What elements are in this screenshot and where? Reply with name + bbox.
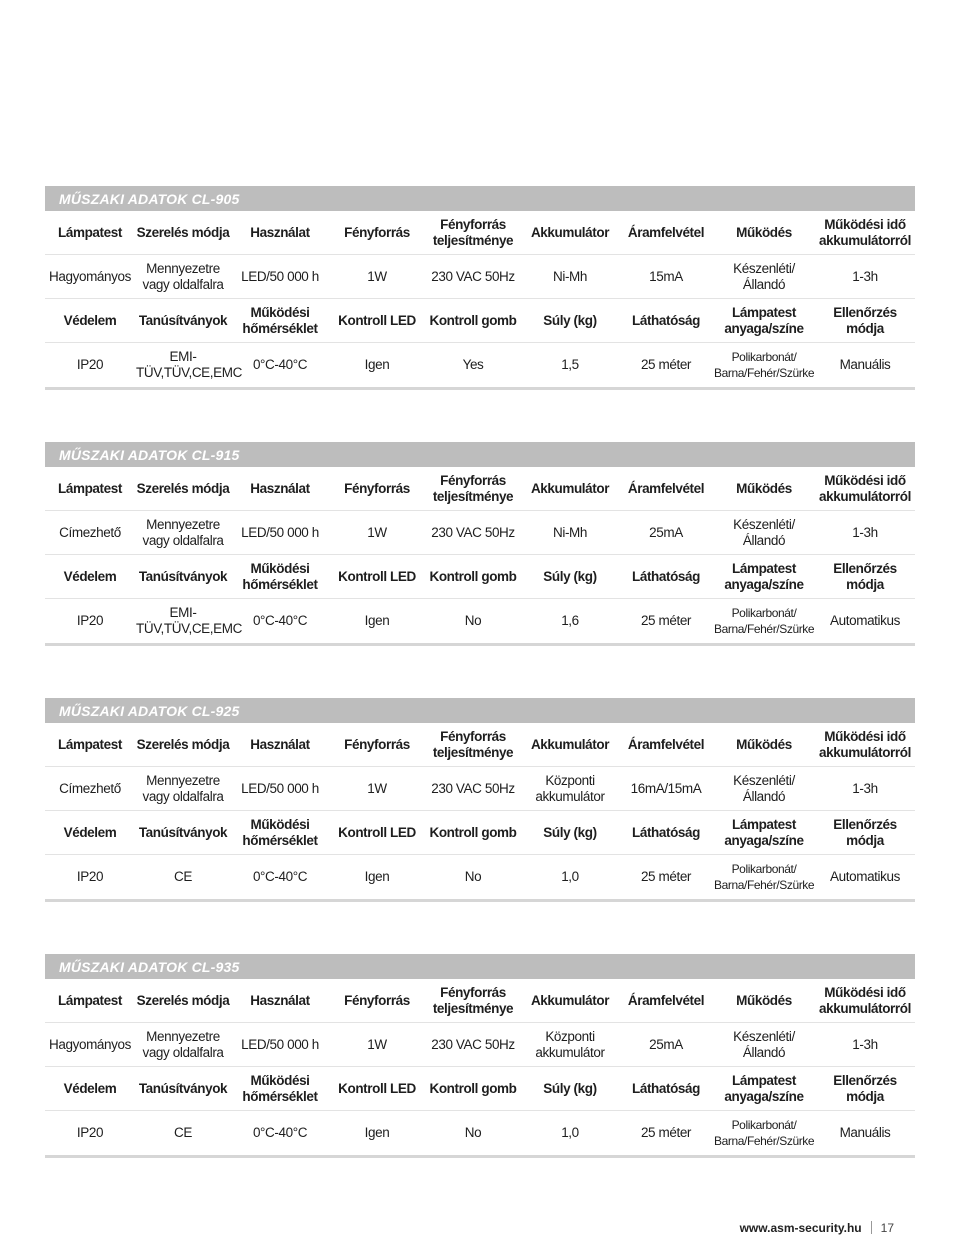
spec-value-cell: 230 VAC 50Hz [431,780,515,796]
spec-value-row [45,767,915,811]
spec-label-cell: Súly (kg) [543,312,597,328]
spec-value-cell: Automatikus [830,869,900,884]
spec-label-cell: Működés [736,224,792,240]
spec-value-cell: CE [174,1125,192,1140]
spec-label-cell: Működési idő akkumulátorról [819,472,911,504]
spec-label-cell: Működés [736,736,792,752]
spec-label-cell: Védelem [63,1080,117,1096]
spec-value-cell: 0°C-40°C [252,613,308,628]
spec-value-cell: 25mA [649,1036,683,1052]
spec-label-cell: Használat [250,992,310,1008]
spec-value-cell: 25 méter [640,357,692,372]
footer-website[interactable]: www.asm-security.hu [739,1221,862,1235]
spec-label-row [45,1067,915,1111]
spec-label-cell: Áramfelvétel [627,992,705,1008]
spec-value-cell: 0°C-40°C [252,357,308,372]
spec-label-cell: Tanúsítványok [138,824,228,840]
spec-value-cell: EMI- TÜV,TÜV,CE,EMC [136,605,242,636]
spec-label-cell: Ellenőrzés módja [833,304,897,336]
spec-value-cell: 1-3h [852,780,878,796]
spec-value-cell: 1W [367,524,387,540]
spec-value-cell: Mennyezetre vagy oldalfalra [142,516,224,548]
spec-value-cell: Központi akkumulátor [535,1028,605,1060]
spec-label-cell: Súly (kg) [543,1080,597,1096]
spec-value-cell: IP20 [76,613,104,628]
spec-label-cell: Áramfelvétel [627,224,705,240]
spec-label-cell: Kontroll gomb [429,1080,517,1096]
spec-value-cell: 15mA [649,268,683,284]
spec-label-cell: Működési hőmérséklet [242,560,318,592]
spec-label-cell: Akkumulátor [530,480,610,496]
spec-value-row [45,855,915,902]
spec-label-cell: Kontroll LED [338,312,416,328]
spec-value-row [45,1111,915,1158]
spec-label-cell: Működés [736,992,792,1008]
spec-value-cell: 1,0 [561,1125,579,1140]
spec-value-cell: 1-3h [852,268,878,284]
spec-table-title: MŰSZAKI ADATOK CL-915 [45,442,915,467]
spec-value-cell: Polikarbonát/ Barna/Fehér/Szürke [714,350,815,380]
spec-label-cell: Ellenőrzés módja [833,560,897,592]
spec-value-cell: Igen [364,613,390,628]
spec-label-cell: Lámpatest anyaga/színe [724,1072,804,1104]
spec-value-row [45,1023,915,1067]
spec-value-cell: 230 VAC 50Hz [431,524,515,540]
spec-label-cell: Kontroll LED [338,1080,416,1096]
spec-label-cell: Lámpatest anyaga/színe [724,560,804,592]
spec-label-cell: Használat [250,736,310,752]
spec-value-cell: Yes [462,357,484,372]
spec-table-title: MŰSZAKI ADATOK CL-925 [45,698,915,723]
spec-value-cell: Igen [364,869,390,884]
spec-value-cell: No [464,1125,482,1140]
spec-label-cell: Áramfelvétel [627,480,705,496]
spec-label-row [45,211,915,255]
spec-value-cell: 25 méter [640,613,692,628]
spec-label-cell: Ellenőrzés módja [833,1072,897,1104]
spec-table [45,186,915,390]
spec-value-cell: LED/50 000 h [241,1036,319,1052]
spec-value-cell: Ni-Mh [553,524,587,540]
footer-divider [871,1221,872,1234]
spec-label-cell: Szerelés módja [136,480,230,496]
spec-label-cell: Lámpatest anyaga/színe [724,816,804,848]
spec-label-cell: Védelem [63,824,117,840]
spec-label-row [45,467,915,511]
spec-value-cell: 1-3h [852,524,878,540]
spec-label-cell: Fényforrás [344,736,410,752]
spec-label-cell: Működési idő akkumulátorról [819,728,911,760]
spec-label-cell: Láthatóság [631,568,700,584]
spec-value-cell: Készenléti/ Állandó [733,1028,795,1060]
spec-value-cell: 1,6 [561,613,579,628]
spec-label-cell: Fényforrás teljesítménye [432,984,514,1016]
page-footer [740,1221,894,1235]
spec-value-cell: Igen [364,1125,390,1140]
spec-value-cell: Igen [364,357,390,372]
spec-table [45,442,915,646]
spec-value-cell: 25 méter [640,869,692,884]
spec-value-cell: LED/50 000 h [241,524,319,540]
spec-value-cell: 230 VAC 50Hz [431,268,515,284]
spec-label-cell: Kontroll gomb [429,824,517,840]
spec-label-cell: Tanúsítványok [138,1080,228,1096]
spec-label-cell: Ellenőrzés módja [833,816,897,848]
spec-value-cell: 1,5 [561,357,579,372]
spec-label-cell: Fényforrás teljesítménye [432,728,514,760]
spec-label-cell: Akkumulátor [530,224,610,240]
spec-label-cell: Kontroll LED [338,568,416,584]
spec-label-cell: Védelem [63,568,117,584]
spec-label-cell: Működési hőmérséklet [242,304,318,336]
spec-label-cell: Kontroll gomb [429,312,517,328]
spec-label-cell: Fényforrás [344,992,410,1008]
spec-value-cell: 16mA/15mA [630,780,702,796]
spec-value-cell: Ni-Mh [553,268,587,284]
spec-value-cell: 1W [367,268,387,284]
spec-value-cell: Hagyományos [49,1036,131,1052]
page-number: 17 [880,1221,894,1235]
spec-value-cell: IP20 [76,1125,104,1140]
spec-value-cell: Polikarbonát/ Barna/Fehér/Szürke [714,1118,815,1148]
spec-label-cell: Láthatóság [631,312,700,328]
spec-value-cell: Manuális [839,357,891,372]
spec-label-cell: Lámpatest [58,224,122,240]
spec-label-cell: Lámpatest [58,736,122,752]
spec-value-cell: Mennyezetre vagy oldalfalra [142,260,224,292]
spec-label-row [45,979,915,1023]
spec-label-row [45,723,915,767]
spec-value-cell: Készenléti/ Állandó [733,772,795,804]
spec-value-cell: No [464,869,482,884]
spec-value-cell: Központi akkumulátor [535,772,605,804]
spec-value-cell: 25 méter [640,1125,692,1140]
spec-label-cell: Működési idő akkumulátorról [819,984,911,1016]
spec-label-cell: Működési hőmérséklet [242,816,318,848]
spec-value-cell: EMI- TÜV,TÜV,CE,EMC [136,349,242,380]
spec-value-cell: 0°C-40°C [252,1125,308,1140]
spec-value-row [45,511,915,555]
spec-value-cell: Manuális [839,1125,891,1140]
spec-value-cell: 230 VAC 50Hz [431,1036,515,1052]
spec-value-cell: 1-3h [852,1036,878,1052]
spec-label-row [45,299,915,343]
spec-table [45,698,915,902]
spec-value-cell: IP20 [76,869,104,884]
spec-value-cell: Címezhető [59,780,121,796]
spec-value-cell: 1W [367,780,387,796]
spec-label-cell: Fényforrás teljesítménye [432,472,514,504]
spec-label-cell: Láthatóság [631,824,700,840]
spec-value-cell: 0°C-40°C [252,869,308,884]
spec-label-cell: Lámpatest [58,480,122,496]
spec-value-cell: 1,0 [561,869,579,884]
spec-value-cell: Mennyezetre vagy oldalfalra [142,1028,224,1060]
spec-value-cell: 25mA [649,524,683,540]
spec-label-row [45,555,915,599]
spec-label-cell: Tanúsítványok [138,568,228,584]
spec-value-cell: No [464,613,482,628]
spec-label-cell: Kontroll LED [338,824,416,840]
spec-label-cell: Működési idő akkumulátorról [819,216,911,248]
spec-table-title: MŰSZAKI ADATOK CL-905 [45,186,915,211]
spec-label-cell: Lámpatest anyaga/színe [724,304,804,336]
spec-label-row [45,811,915,855]
spec-label-cell: Lámpatest [58,992,122,1008]
spec-label-cell: Fényforrás teljesítménye [432,216,514,248]
spec-label-cell: Használat [250,224,310,240]
spec-value-cell: Automatikus [830,613,900,628]
spec-label-cell: Kontroll gomb [429,568,517,584]
spec-label-cell: Működés [736,480,792,496]
spec-label-cell: Védelem [63,312,117,328]
spec-value-cell: LED/50 000 h [241,780,319,796]
spec-label-cell: Súly (kg) [543,568,597,584]
spec-value-row [45,343,915,390]
spec-value-cell: Polikarbonát/ Barna/Fehér/Szürke [714,606,815,636]
spec-label-cell: Tanúsítványok [138,312,228,328]
spec-value-cell: Hagyományos [49,268,131,284]
spec-value-cell: Készenléti/ Állandó [733,260,795,292]
spec-label-cell: Szerelés módja [136,736,230,752]
spec-value-cell: Mennyezetre vagy oldalfalra [142,772,224,804]
spec-value-cell: Címezhető [59,524,121,540]
spec-label-cell: Akkumulátor [530,992,610,1008]
spec-table-title: MŰSZAKI ADATOK CL-935 [45,954,915,979]
spec-label-cell: Működési hőmérséklet [242,1072,318,1104]
spec-label-cell: Akkumulátor [530,736,610,752]
spec-label-cell: Szerelés módja [136,992,230,1008]
spec-label-cell: Áramfelvétel [627,736,705,752]
spec-label-cell: Láthatóság [631,1080,700,1096]
spec-value-row [45,255,915,299]
spec-value-cell: Készenléti/ Állandó [733,516,795,548]
spec-label-cell: Súly (kg) [543,824,597,840]
spec-value-row [45,599,915,646]
spec-value-cell: Polikarbonát/ Barna/Fehér/Szürke [714,862,815,892]
spec-label-cell: Szerelés módja [136,224,230,240]
spec-label-cell: Fényforrás [344,224,410,240]
spec-value-cell: LED/50 000 h [241,268,319,284]
spec-label-cell: Használat [250,480,310,496]
spec-value-cell: IP20 [76,357,104,372]
spec-value-cell: CE [174,869,192,884]
spec-value-cell: 1W [367,1036,387,1052]
spec-label-cell: Fényforrás [344,480,410,496]
spec-table [45,954,915,1158]
